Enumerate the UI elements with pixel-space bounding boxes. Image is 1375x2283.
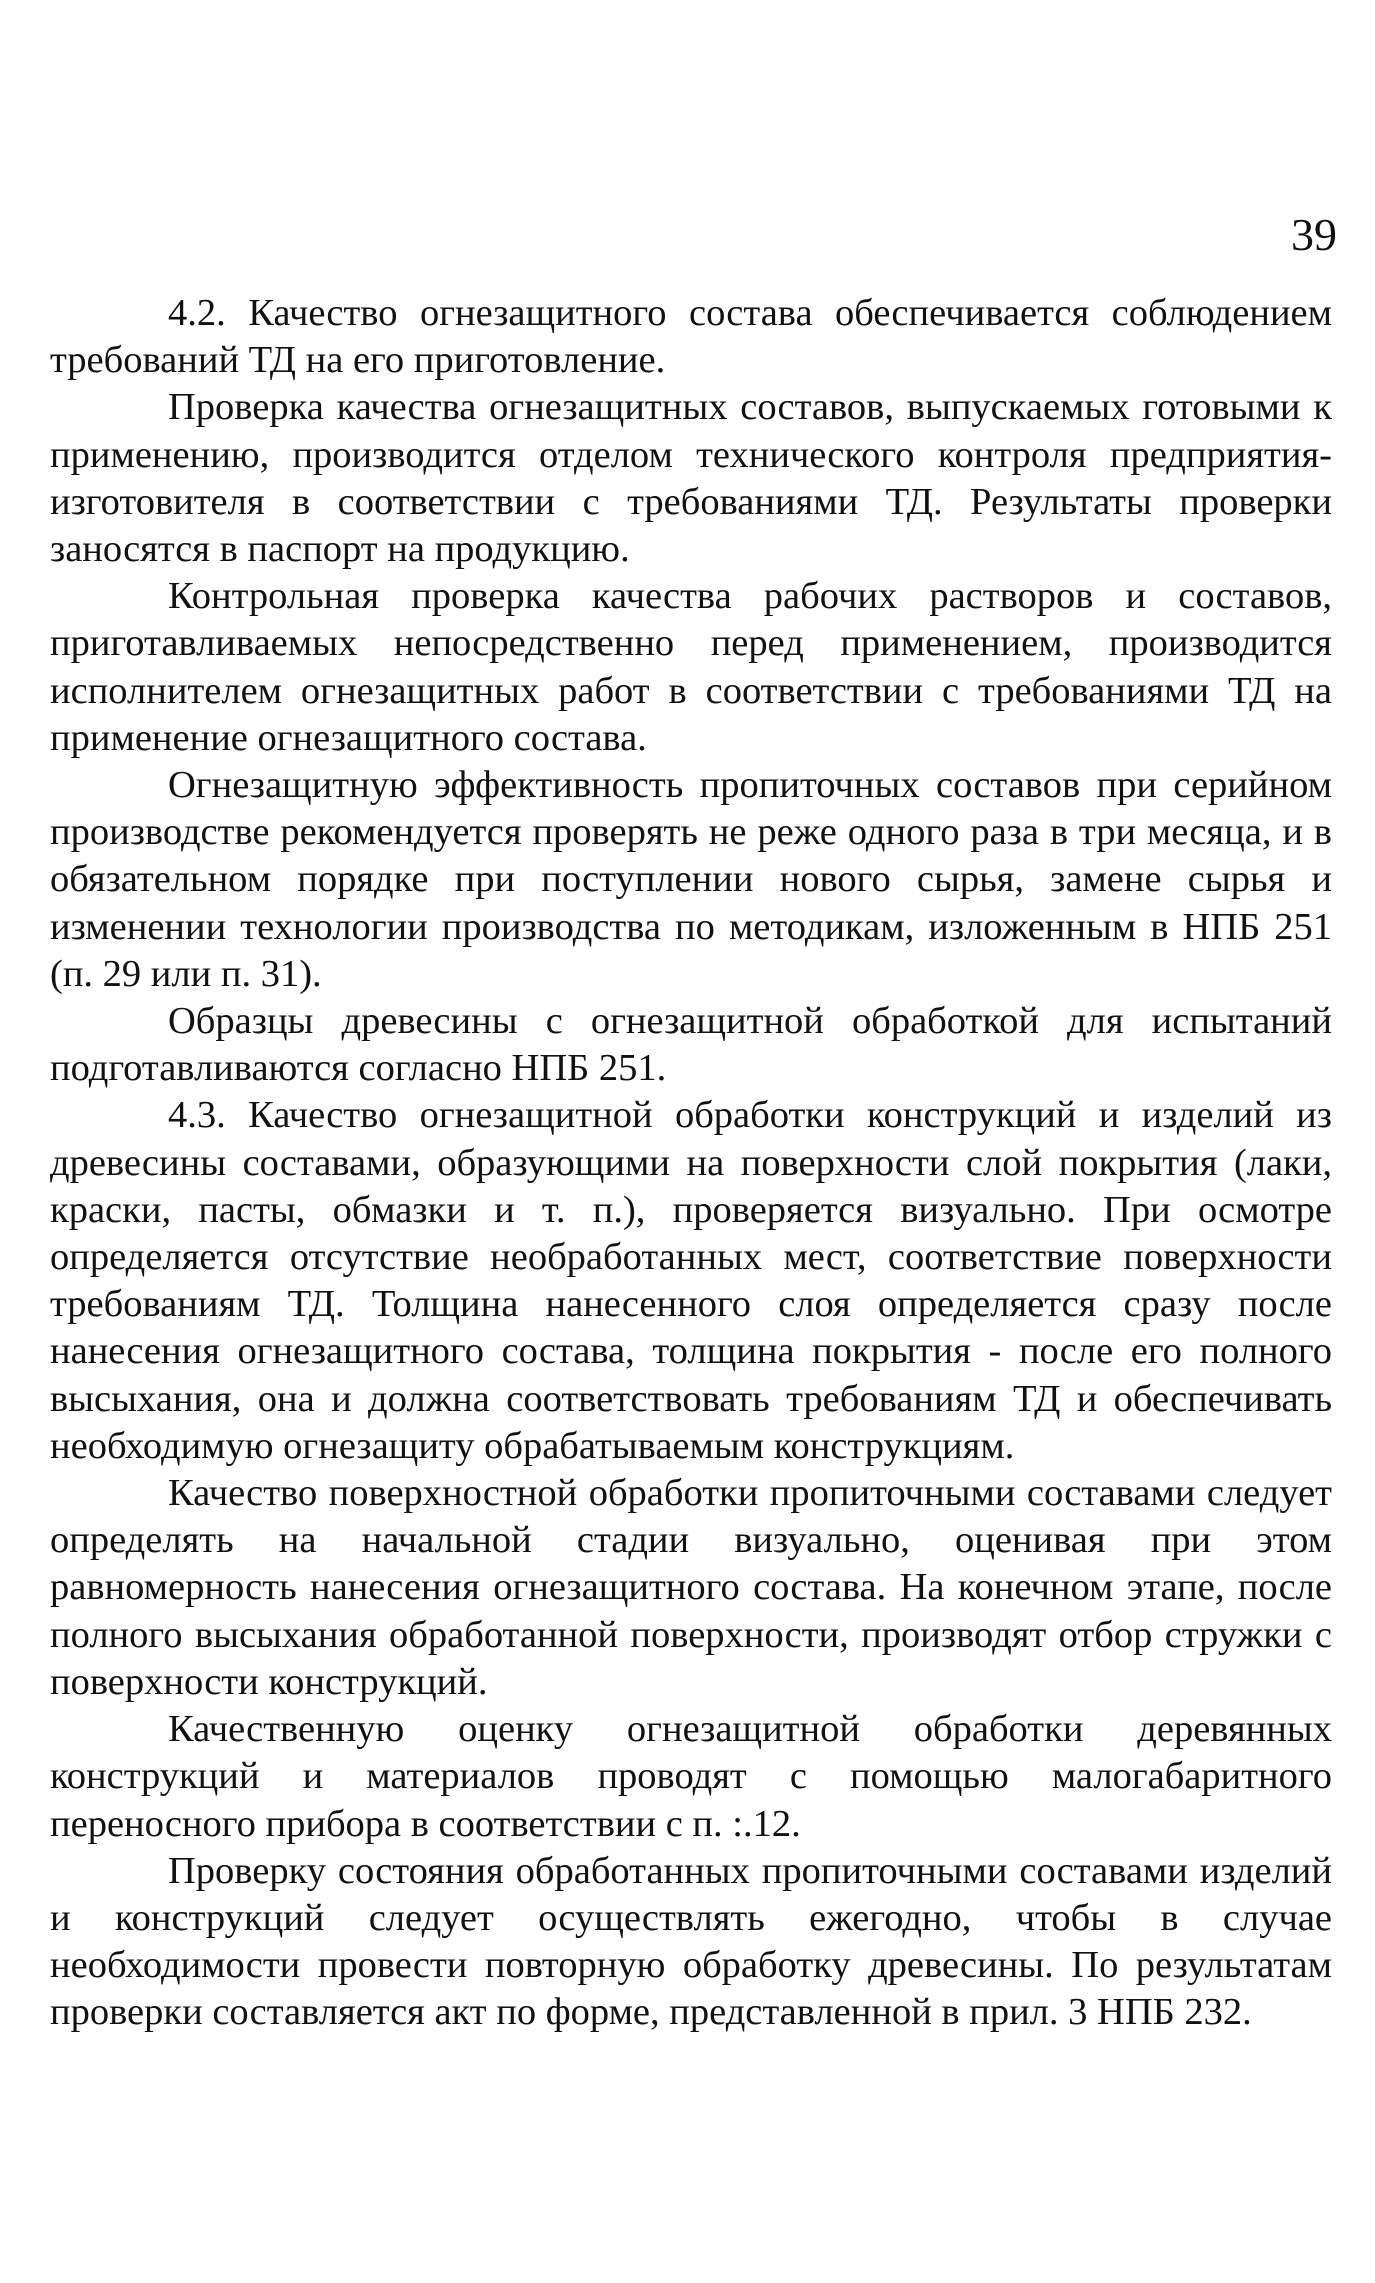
paragraph-quality-check-ready: Проверка качества огнезащитных составов, выпускаемых готовыми к применению, производится отделом технического контроля предприятия-изготовителя в соответствии с требованиями ТД. Результаты проверки заносятся в паспорт на продукцию. <box>50 386 1332 571</box>
paragraph-efficiency-check: Огнезащитную эффективность пропиточных составов при серийном производстве рекомендуется проверять не реже одного раза в три месяца, и в обязательном порядке при поступлении нового сырья, замене сырья и изменении технологии производства по методикам, изложенным в НПБ 251 (п. 29 или п. 31). <box>50 764 1332 995</box>
paragraph-surface-treatment: Качество поверхностной обработки пропиточными составами следует определять на начальной стадии визуально, оценивая при этом равномерность нанесения огнезащитного состава. На конечном этапе, после полного высыхания обработанной поверхности, производят отбор стружки с поверхности конструкций. <box>50 1472 1332 1703</box>
page-number: 39 <box>1291 209 1337 260</box>
paragraph-4-2: 4.2. Качество огнезащитного состава обеспечивается соблюдением требований ТД на его приготовление. <box>50 292 1332 382</box>
paragraph-4-3: 4.3. Качество огнезащитной обработки конструкций и изделий из древесины составами, образующими на поверхности слой покрытия (лаки, краски, пасты, обмазки и т. п.), проверяется визуально. При осмотре определяется отсутствие необработанных мест, соответствие поверхности требованиям ТД. Толщина нанесенного слоя определяется сразу после нанесения огнезащитного состава, толщина покрытия - после его полного высыхания, она и должна соответствовать требованиям ТД и обеспечивать необходимую огнезащиту обрабатываемым конструкциям. <box>50 1094 1332 1467</box>
paragraph-quality-assessment: Качественную оценку огнезащитной обработки деревянных конструкций и материалов проводят с помощью малогабаритного переносного прибора в соответствии с п. :.12. <box>50 1708 1332 1845</box>
paragraph-control-check: Контрольная проверка качества рабочих растворов и составов, приготавливаемых непосредственно перед применением, производится исполнителем огнезащитных работ в соответствии с требованиями ТД на применение огнезащитного состава. <box>50 575 1332 759</box>
paragraph-wood-samples: Образцы древесины с огнезащитной обработкой для испытаний подготавливаются согласно НПБ 251. <box>50 1000 1332 1090</box>
paragraph-annual-inspection: Проверку состояния обработанных пропиточными составами изделий и конструкций следует осуществлять ежегодно, чтобы в случае необходимости провести повторную обработку древесины. По результатам проверки составляется акт по форме, представленной в прил. 3 НПБ 232. <box>50 1849 1332 2034</box>
document-body <box>50 290 1332 2037</box>
